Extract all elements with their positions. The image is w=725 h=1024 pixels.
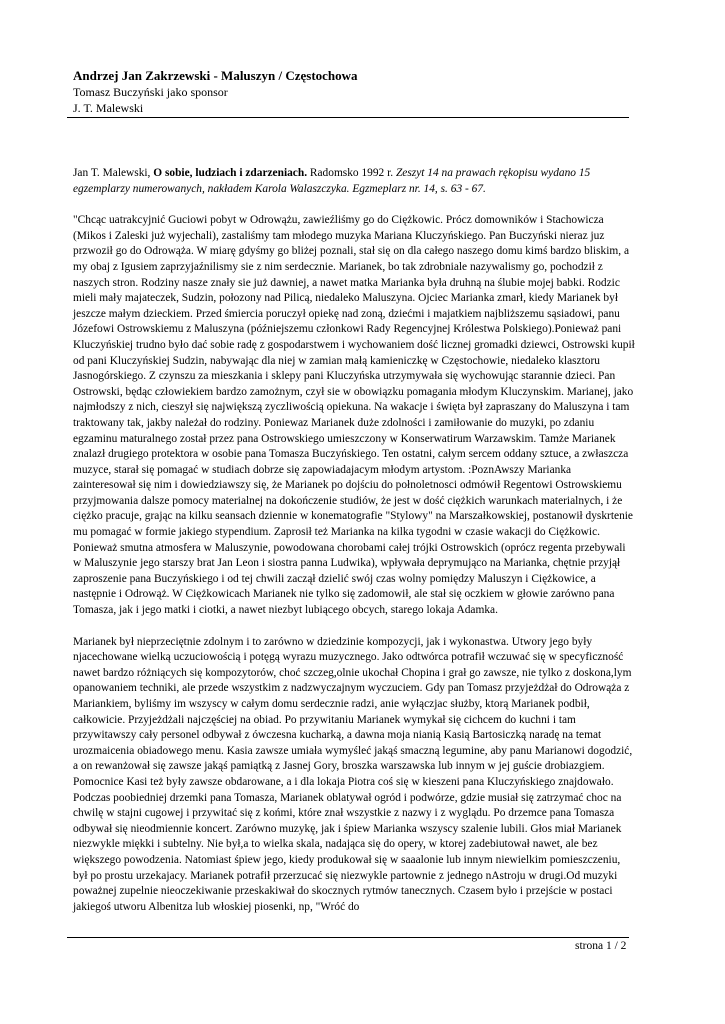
citation-author: Jan T. Malewski, [73, 167, 154, 179]
header-subtitle: Tomasz Buczyński jako sponsor [73, 85, 228, 99]
body-paragraph: Marianek był nieprzeciętnie zdolnym i to zarówno w dziedzinie kompozycji, jak i wykonastwa. Utwory jego były njacechowane wielką uczuciowością i potęgą wyrazu muzycznego. Jako odtwórca potrafił wczuwać się w specyficzność nawet bardzo różniących się kompozytorów, choć szczeg,olnie ukochał Chopina i grał go zawsze, nie tylko z doskona,lym opanowaniem techniki, ale przede wszystkim z nadzwyczajnym wyczuciem. Gdy pan Tomasz przyjeżdżał do Odrowąża z Mariankiem, byliśmy im wszyscy w całym domu serdecznie radzi, anie wyłączjac służby, ktorą Marianek podbił, całkowicie. Przyjeżdżali najczęściej na obiad. Po przywitaniu Marianek wymykał się cichcem do kuchni i tam przywitawszy cały personel odbywał z ówczesna kucharką, a dawna moja nianią Kasią Bartosiczką naradę na temat urozmaicenia obiadowego menu. Kasia zawsze umiała wymyśleć jakąś smaczną legumine, aby panu Marianowi dogodzić, a on rewanżował się zawsze jakąś pamiątką z Jasnej Gory, broszka warszawska lub innym w jej guście drobiazgiem. Pomocnice Kasi też były zawsze obdarowane, a i dla lokaja Piotra coś się w kieszeni pana Kluczyńskiego znajdowało. Podczas poobiedniej drzemki pana Tomasza, Marianek oblatywał ogród i podwórze, gdzie musiał się zatrzymać choc na chwilę w stajni cugowej i przywitać się z końmi, które znał wszystkie z nazwy i z wyglądu. Po drzemce pana Tomasza odbywał się nieodmiennie koncert. Zarówno muzykę, jak i śpiew Marianka wszyscy szalenie lubili. Głos miał Marianek niezwykle miękki i subtelny. Nie był,a to wielka skala, nadająca się do opery, w ktorej zadebiutował nawet, ale bez większego powodzenia. Natomiast śpiew jego, kiedy produkował się w saaalonie lub innym niewielkim pomieszczeniu, był po prostu urzekajacy. Marianek potrafił przerzucać się niezwykle partownie z jednego nAstroju w drugi.Od muzyki poważnej zupelnie nieoczekiwanie przeskakiwał do skocznych rytmów tanecznych. Czasem było i przejście w postaci jakiegoś utworu Albenitza lub włoskiej piosenki, np, "Wróć do [73, 635, 633, 913]
citation-title: O sobie, ludziach i zdarzeniach. [153, 167, 308, 179]
document-header [73, 67, 633, 116]
footer-divider [67, 937, 629, 938]
header-divider [67, 117, 629, 118]
page-number: strona 1 / 2 [575, 940, 627, 952]
header-author: J. T. Malewski [73, 101, 144, 115]
citation [73, 166, 636, 197]
header-title: Andrzej Jan Zakrzewski - Maluszyn / Częstochowa [73, 68, 358, 83]
document-body [73, 166, 636, 915]
citation-note: Zeszyt 14 na prawach rękopisu wydano 15 egzemplarzy numerowanych, nakładem Karola Walaszczyka. Egzmeplarz nr. 14, s. 63 - 67. [73, 167, 591, 195]
citation-place: Radomsko 1992 r. [307, 167, 396, 179]
body-paragraph: "Chcąc uatrakcyjnić Guciowi pobyt w Odrowążu, zawieźliśmy go do Ciężkowic. Prócz domowników i Stachowicza (Mikos i Zaleski już wyjechali), zastaliśmy tam młodego muzyka Mariana Kluczyńskiego. Pan Buczyński nieraz juz przwoził go do Odrowąża. W miarę gdyśmy go bliżej poznali, stał się on dla całego naszego domu kimś bardzo bliskim, a my obaj z Igusiem zaprzyjaźnilismy sie z nim serdecznie. Marianek, bo tak zdrobniale nazywalismy go, pochodził z naszych stron. Rodziny nasze znały sie już dawniej, a nawet matka Marianka była druhną na ślubie mojej babki. Rodzic mieli mały majateczek, Sudzin, połozony nad Pilicą, niedaleko Maluszyna. Ojciec Marianka zmarł, kiedy Marianek był jeszcze małym dzieckiem. Przed śmiercia poruczył opiekę nad zoną, dziećmi i majatkiem najbliższemu sąsiadowi, panu Józefowi Ostrowskiemu z Maluszyna (późniejszemu członkowi Rady Regencyjnej Królestwa Polskiego).Ponieważ pani Kluczyńskiej trudno było dać sobie radę z gospodarstwem i wychowaniem dość licznej gromadki dziewci, Ostrowski kupił od pani Kluczyńskiej Sudzin, nabywając dla niej w zamian małą kamieniczkę w Częstochowie, niedaleko klasztoru Jasnogórskiego. Z czynszu za mieszkania i sklepy pani Kluczyńska utrzymywała się wychowując starannie dzieci. Pan Ostrowski, będąc człowiekiem bardzo zamożnym, czył sie w obowiązku pomagania młodym Kluczynskim. Marianej, jako najmłodszy z nich, cieszył się największą zyczliwością opiekuna. Na wakacje i święta był zapraszany do Maluszyna i tam traktowany tak, jakby należał do rodziny. Poniewaz Marianek duże zdolności i zamiłowanie do muzyki, po zdaniu egzaminu maturalnego został przez pana Ostrowskiego umieszczony w Konserwatirum Warzawskim. Tamże Marianek znalazł drugiego protektora w osobie pana Tomasza Buczyńskiego. Ten ostatni, całym sercem oddany sztuce, a zwłaszcza muzyce, starał się pomagać w studiach dobrze się zapowiadajacym młodym artystom. :PoznAwszy Marianka zainteresował się nim i dowiedziawszy się, że Marianek po dojściu do połnoletnosci odmówił Regentowi Ostrowskiemu przyjmowania dalsze pomocy materialnej na dokończenie studiów, że jest w dość ciężkich warunkach materialnych, i że ciężko pracuje, grając na kilku seansach dziennie w konematografie "Stylowy" na Marszałkowskiej, postanowił dyskrtenie mu pomagać w formie jakiego stypendium. Zaprosił też Marianka na kilka tygodni w czasie wakacji do Ciężkowic. Ponieważ smutna atmosfera w Maluszynie, powodowana chorobami całej trójki Ostrowskich (oprócz regenta przebywali w Maluszynie jego starszy brat Jan Leon i siostra panna Ludwika), wpływała deprymująco na Marianka, chętnie przyjął zaproszenie pana Buczyńskiego i od tej chwili zaczął dzielić swój czas wolny pomiędzy Maluszyn i Ciężkowice, a następnie i Odrowąż. W Ciężkowicach Marianek nie tylko się zadomowił, ale stał się oczkiem w głowie zarówno pana Tomasza, jak i jego matki i ciotki, a nawet niezbyt lubiącego obcych, starego lokaja Adamka. [73, 214, 635, 617]
